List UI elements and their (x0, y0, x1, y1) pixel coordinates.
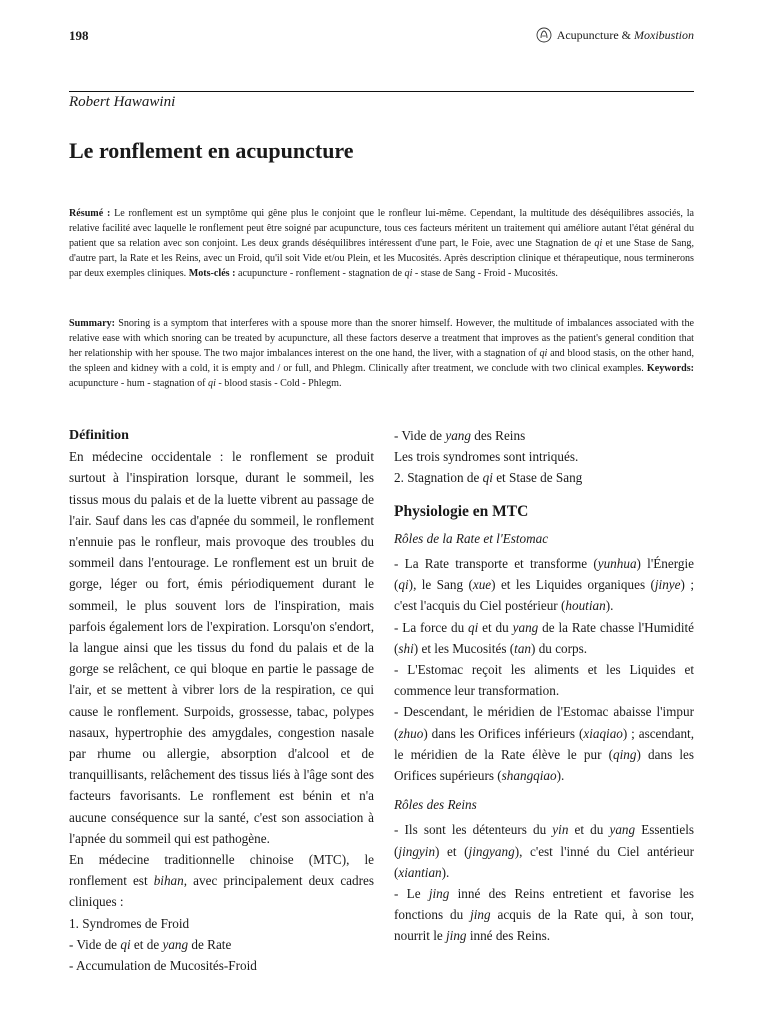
subheading-reins: Rôles des Reins (394, 797, 477, 813)
paragraph-item: - Descendant, le méridien de l'Estomac abaisse l'impur (zhuo) dans les Orifices inférieurs (xiaqiao) ; ascendant, le méridien de la Rate élève le pur (qing) dans les Orifices supérieurs (shangqiao). (394, 704, 695, 784)
author-name: Robert Hawawini (69, 94, 176, 110)
list-item: 1. Syndromes de Froid (69, 915, 190, 931)
paragraph-item: - L'Estomac reçoit les aliments et les Liquides et commence leur transformation. (394, 662, 694, 699)
section-heading-definition: Définition (69, 428, 129, 443)
header-rule (69, 91, 694, 92)
journal-header (536, 27, 694, 43)
paragraph-tcm: En médecine traditionnelle chinoise (MTC), le ronflement est bihan, avec principalement deux cadres cliniques : (69, 852, 374, 910)
acupuncture-logo-icon (536, 27, 552, 43)
journal-name: Acupuncture & Moxibustion (556, 27, 694, 42)
left-column (69, 425, 374, 976)
paragraph-item: - La force du qi et du yang de la Rate chasse l'Humidité (shi) et les Mucosités (tan) du corps. (394, 619, 694, 656)
text-line: Les trois syndromes sont intriqués. (394, 449, 579, 465)
list-item: - Vide de yang des Reins (394, 428, 526, 443)
resume-abstract: Résumé : Le ronflement est un symptôme qui gêne plus le conjoint que le ronfleur lui-même. Cependant, la multitude des déséquilibres associés, la relative facilité avec laquelle le ronflement peut être soigné par acupuncture, tous ces facteurs méritent un traitement qui améliore autant l'état général du patient que sa relation avec son conjoint. Les deux grands déséquilibres intéressent d'une part, le Foie, avec une Stagnation de qi et une Stase de Sang, d'autre part, la Rate et les Reins, avec un Froid, qu'il soit Vide et/ou Plein, et les Mucosités. Après description clinique et thérapeutique, nous terminerons par deux exemples cliniques. Mots-clés : acupuncture - ronflement - stagnation de qi - stase de Sang - Froid - Mucosités. (69, 208, 694, 279)
paragraph-item: - Le jing inné des Reins entretient et favorise les fonctions du jing acquis de la Rate qui, à son tour, nourrit le jing inné des Reins. (394, 886, 694, 944)
list-item: 2. Stagnation de qi et Stase de Sang (394, 470, 583, 486)
paragraph-item: - La Rate transporte et transforme (yunhua) l'Énergie (qi), le Sang (xue) et les Liquides organiques (jinye) ; c'est l'acquis du Ciel postérieur (houtian). (394, 556, 694, 614)
paragraph-item: - Ils sont les détenteurs du yin et du yang Essentiels (jingyin) et (jingyang), c'est l'inné du Ciel antérieur (xiantian). (394, 822, 694, 880)
list-item: - Vide de qi et de yang de Rate (69, 936, 232, 952)
page-number: 198 (69, 28, 89, 43)
summary-abstract: Summary: Snoring is a symptom that interferes with a spouse more than the snorer himself. However, the multitude of imbalances associated with the relative ease with which snoring can be treated by acupuncture, all these factors deserve a treatment that improves as the patient's general condition that her relationship with her spouse. The two major imbalances interest on the one hand, the liver, with a stagnation of qi and blood stasis, on the other hand, the spleen and kidney with a cold, it is empty and / or full, and Phlegm. Clinically after treatment, we conclude with two clinical examples. Keywords: acupuncture - hum - stagnation of qi - blood stasis - Cold - Phlegm. (69, 318, 694, 389)
section-heading-physiology: Physiologie en MTC (394, 502, 529, 520)
article-title: Le ronflement en acupuncture (69, 138, 354, 163)
right-column (394, 425, 694, 947)
subheading-rate-estomac: Rôles de la Rate et l'Estomac (394, 530, 549, 546)
paragraph-western-medicine: En médecine occidentale : le ronflement se produit surtout à l'inspiration lorsque, durant le sommeil, les tissus mous du palais et de la luette vibrent au passage de l'air. Sauf dans les cas d'apnée du sommeil, le ronflement n'ennuie pas le ronfleur, mais provoque des troubles du sommeil dans l'entourage. Le ronflement est un bruit de gorge, léger ou fort, émis périodiquement durant le sommeil, le plus souvent lors de l'inspiration, mais parfois également lors de l'expiration. Lorsqu'on s'endort, la langue ainsi que les tissus du fond du palais et de la gorge se relâchent, ce qui bloque en partie le passage de l'air, et se mettent à vibrer lors de la respiration, ce qui cause le ronflement. Surpoids, grossesse, tabac, polypes nasaux, hypertrophie des amygdales, congestion nasale par rhume ou allergie, absorption d'alcool et de tranquillisants, relâchement des tissus liés à l'âge sont des facteurs favorisants. Le ronflement est bénin et n'a aucune conséquence sur la santé, c'est son association à l'apnée du sommeil qui est pathogène. (69, 449, 374, 846)
list-item: - Accumulation de Mucosités-Froid (69, 958, 257, 974)
